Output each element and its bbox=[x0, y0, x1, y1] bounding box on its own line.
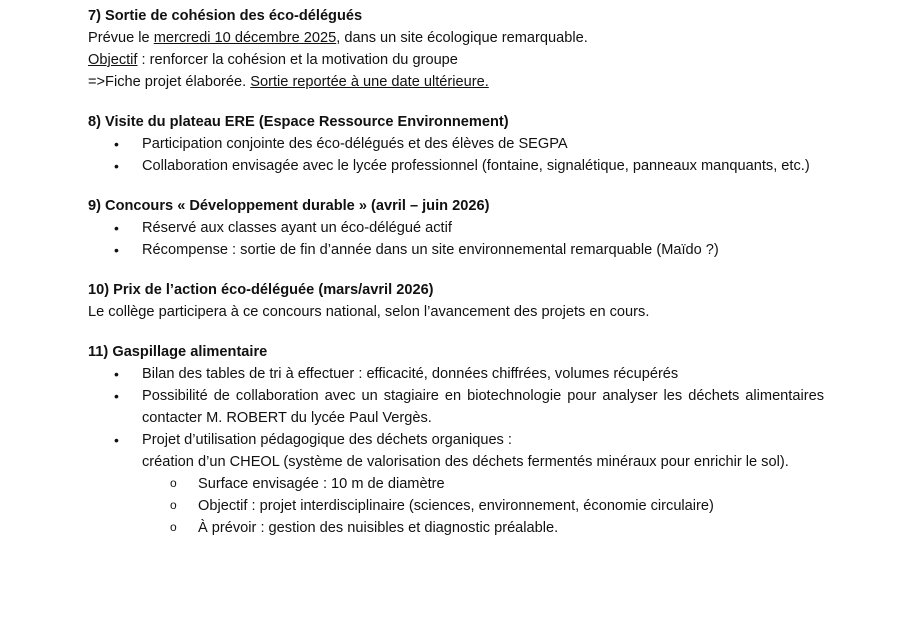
objective-label: Objectif bbox=[88, 52, 138, 68]
event-date: mercredi 10 décembre 2025 bbox=[153, 30, 337, 46]
section-11-list bbox=[88, 363, 824, 473]
section-7-heading: 7) Sortie de cohésion des éco-délégués bbox=[88, 8, 363, 24]
list-item: • Réservé aux classes ayant un éco-délégué actif bbox=[88, 217, 824, 239]
section-9-heading: 9) Concours « Développement durable » (avril – juin 2026) bbox=[88, 198, 490, 214]
document-page bbox=[88, 5, 824, 539]
section-10-heading: 10) Prix de l’action éco-déléguée (mars/avril 2026) bbox=[88, 282, 434, 298]
list-item: • Bilan des tables de tri à effectuer : efficacité, données chiffrées, volumes récupérés bbox=[88, 363, 824, 385]
list-item: • Possibilité de collaboration avec un stagiaire en biotechnologie pour analyser les déchets alimentaires contacter M. ROBERT du lycée Paul Vergès. bbox=[88, 385, 824, 429]
section-11 bbox=[88, 341, 824, 539]
list-item: • Participation conjointe des éco-délégués et des élèves de SEGPA bbox=[88, 133, 824, 155]
section-8-heading: 8) Visite du plateau ERE (Espace Ressource Environnement) bbox=[88, 114, 509, 130]
sub-list-item: o À prévoir : gestion des nuisibles et diagnostic préalable. bbox=[88, 517, 824, 539]
list-item bbox=[88, 429, 824, 473]
date-prefix: Prévue le bbox=[88, 30, 154, 46]
objective-text: : renforcer la cohésion et la motivation du groupe bbox=[137, 52, 458, 68]
list-item-text: • Projet d’utilisation pédagogique des déchets organiques : bbox=[142, 432, 512, 448]
sub-list-item: o Objectif : projet interdisciplinaire (sciences, environnement, économie circulaire) bbox=[88, 495, 824, 517]
sub-list-item: o Surface envisagée : 10 m de diamètre bbox=[88, 473, 824, 495]
section-8 bbox=[88, 111, 824, 177]
list-item: • Récompense : sortie de fin d’année dans un site environnemental remarquable (Maïdo ?) bbox=[88, 239, 824, 261]
section-7-date-line bbox=[88, 27, 824, 49]
section-10-text: Le collège participera à ce concours national, selon l’avancement des projets en cours. bbox=[88, 304, 650, 320]
section-7 bbox=[88, 5, 824, 93]
section-9-list bbox=[88, 217, 824, 261]
status-postponed: Sortie reportée à une date ultérieure. bbox=[250, 74, 489, 90]
list-item: • Collaboration envisagée avec le lycée professionnel (fontaine, signalétique, panneaux manquants, etc.) bbox=[88, 155, 824, 177]
section-8-list bbox=[88, 133, 824, 177]
section-11-heading: 11) Gaspillage alimentaire bbox=[88, 344, 268, 360]
section-9 bbox=[88, 195, 824, 261]
section-7-objective-line bbox=[88, 49, 824, 71]
list-item-continuation: création d’un CHEOL (système de valorisation des déchets fermentés minéraux pour enrichir le sol). bbox=[142, 454, 789, 470]
status-prefix: =>Fiche projet élaborée. bbox=[88, 74, 251, 90]
section-11-sublist bbox=[88, 473, 824, 539]
section-10 bbox=[88, 279, 824, 323]
date-suffix: , dans un site écologique remarquable. bbox=[336, 30, 588, 46]
section-7-status-line bbox=[88, 71, 824, 93]
